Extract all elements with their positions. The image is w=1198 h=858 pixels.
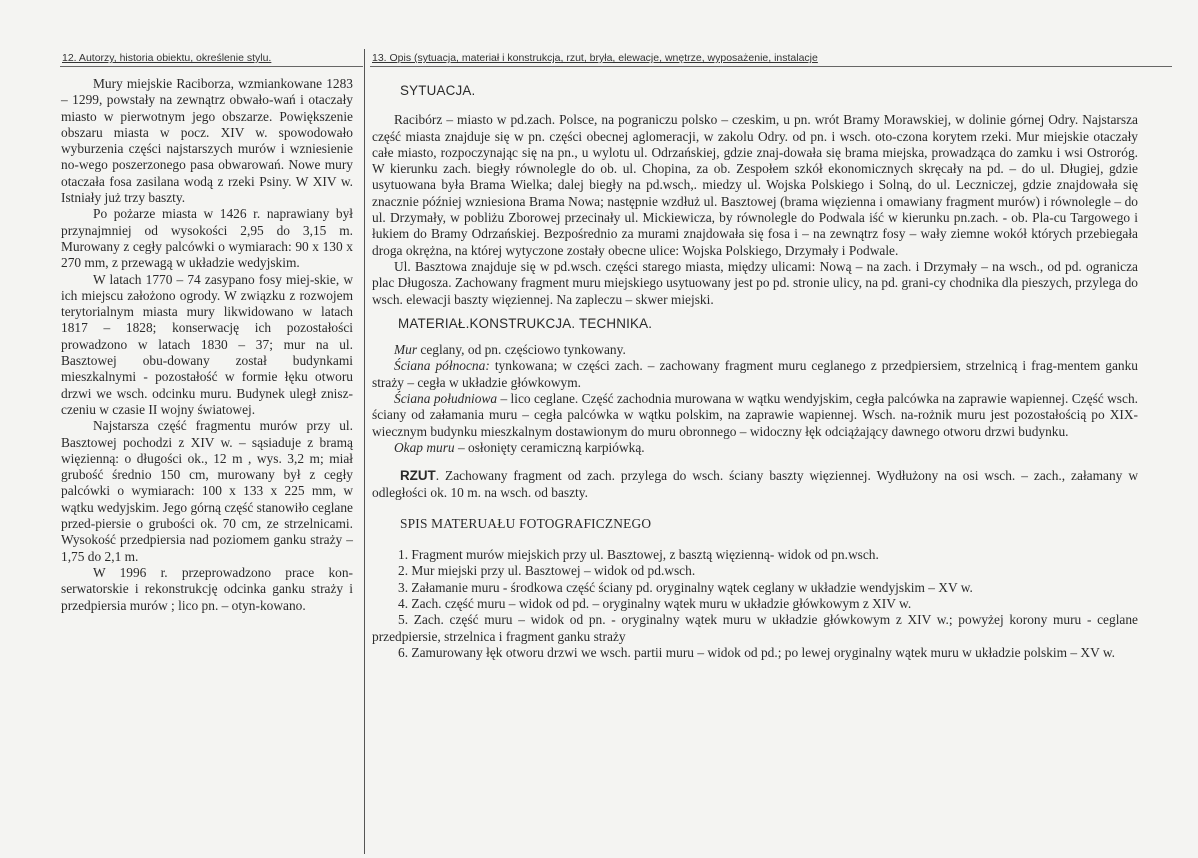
history-paragraph: W 1996 r. przeprowadzono prace kon-serwatorskie i rekonstrukcję odcinka ganku straży i przedpiersia murów ; lico pn. – otyn-kowano. (61, 564, 353, 613)
photo-list-item: 5. Zach. część muru – widok od pn. - oryginalny wątek muru w układzie główkowym z XIV w.; powyżej korony muru - ceglane przedpiersie, strzelnica i fragment ganku straży (372, 612, 1138, 644)
rzut-text: . Zachowany fragment od zach. przylega do wsch. ściany baszty więziennej. Wydłużony na osi wsch. – zach., załamany w odległości ok. 10 m. na wsch. od baszty. (372, 468, 1138, 500)
material-item (372, 358, 1138, 391)
left-header-rule (60, 66, 363, 67)
situation-paragraph: Racibórz – miasto w pd.zach. Polsce, na pograniczu polsko – czeskim, u pn. wrót Bramy Morawskiej, w dolinie górnej Odry. Najstarsza część miasta znajduje się w pn. części obecnej aglomeracji, w zakolu Odry. od pn. i wsch. oto-czona korytem rzeki. Mur miejskie otaczały całe miasto, rozpoczynając się na pn., u wylotu ul. Odrzańskiej, gdzie znaj-dowała się brama miejska, prowadząca do zamku i wsi Ostroróg. W kierunku zach. biegły równolegle do ob. ul. Chopina, za ob. Zespołem szkół ekonomicznych skręcały na pd. – do ul. Długiej, gdzie usytuowana była Brama Wielka; dalej biegły na pd.wsch,. miedzy ul. Wojska Polskiego i Solną, do ul. Leczniczej, gdzie znajdowała się znacznie później wzniesiona Brama Nowa; następnie wzdłuż ul. Basztowej (brama więzienna i omawiany fragment murów) i równolegle – do ul. Drzymały, w pobliżu Zborowej przecinały ul. Mickiewicza, by równolegle do Podwala iść w kierunku pn.zach. - ob. Pla-cu Targowego i łukiem do Bramy Odrzańskiej. Bezpośrednio za murami znajdowała się fosa i – na zewnątrz fosy – wały ziemne wokół których przebiegała droga okrężna, na której wytyczone zostały obecne ulice: Wojska Polskiego, Drzymały i Podwale. (372, 112, 1138, 258)
history-text (57, 76, 357, 614)
material-item-label: Mur (394, 342, 418, 358)
material-item (372, 391, 1138, 440)
material-item (372, 342, 1138, 358)
section-title-situation: SYTUACJA. (400, 83, 476, 98)
material-item-label: Ściana południowa – (394, 391, 508, 407)
photo-list-item: 6. Zamurowany łęk otworu drzwi we wsch. partii muru – widok od pd.; po lewej oryginalny wątek muru w układzie polskim – XV w. (398, 644, 1116, 660)
material-item-text: osłonięty ceramiczną karpiówką. (464, 439, 645, 455)
material-item-label: Ściana północna: (394, 358, 490, 374)
material-item-text: ceglany, od pn. częściowo tynkowany. (417, 342, 626, 358)
photo-list-item: 2. Mur miejski przy ul. Basztowej – widok od pd.wsch. (398, 563, 696, 579)
material-item-text: tynkowana; w części zach. – zachowany fragment muru ceglanego z przedpiersiem, strzelnicą i frag-mentem ganku straży – cegła w układzie główkowym. (372, 358, 1139, 390)
left-column (57, 50, 357, 850)
history-paragraph: Po pożarze miasta w 1426 r. naprawiany był przynajmniej od wysokości 2,95 do 3,15 m. Murowany z cegły palcówki o wymiarach: 90 x 130 x 270 mm, z przewagą w układzie wedyjskim. (61, 206, 353, 271)
photo-list-item: 1. Fragment murów miejskich przy ul. Basztowej, z basztą więzienną- widok od pn.wsch. (398, 547, 879, 563)
history-paragraph: Mury miejskie Raciborza, wzmiankowane 1283 – 1299, powstały na zewnątrz obwało-wań i otaczały miasto w pierwotnym jego obszarze. Powiększenie obszaru miasta w pocz. XIV w. spowodowało wyburzenia części najstarszych murów i wzniesienie no-wego poszerzonego pasa obwarowań. Nowe mury otaczała fosa zasilana wodą z rzeki Psiny. W XIV w. Istniały już trzy baszty. (61, 76, 353, 206)
situation-paragraph: Ul. Basztowa znajduje się w pd.wsch. części starego miasta, między ulicami: Nową – na zach. i Drzymały – na wsch., od pd. ogranicza plac Długosza. Zachowany fragment muru miejskiego usytuowany jest po pd. stronie ulicy, na pd. grani-cy chodnika dla pieszych, przylega do wsch. elewacji baszty więziennej. Na zapleczu – skwer miejski. (372, 258, 1138, 307)
photo-list-item: 3. Załamanie muru - środkowa część ściany pd. oryginalny wątek ceglany w układzie wendyjskim – XV w. (398, 579, 973, 595)
history-paragraph: Najstarsza część fragmentu murów przy ul. Basztowej pochodzi z XIV w. – sąsiaduje z bramą więzienną: o długości ok., 12 m , wys. 3,2 m; miał grubość średnio 150 cm, murowany był z cegły palcówki o wymiarach: 100 x 133 x 225 mm, w wątku wedyjskim. Jego górną część stanowiło ceglane przed-piersie o grubości ok. 70 cm, ze strzelnicami. Wysokość przedpiersia nad poziomem ganku straży – 1,75 do 2,1 m. (61, 418, 353, 564)
section-title-photos: SPIS MATERUAŁU FOTOGRAFICZNEGO (400, 515, 652, 531)
photo-list-item: 4. Zach. część muru – widok od pd. – oryginalny wątek muru w układzie główkowym z XIV w. (398, 596, 912, 612)
material-item (372, 440, 1138, 456)
history-paragraph: W latach 1770 – 74 zasypano fosy miej-skie, w ich miejscu założono ogrody. W związku z rozwojem terytorialnym miasta mury likwidowano w latach 1817 – 1828; konserwację ich pozostałości prowadzono w latach 1830 – 37; mur na ul. Basztowej obu-dowany został budynkami mieszkalnymi - pozostałość w formie łęku otworu drzwi we wsch. odcinku muru. Budynek uległ znisz-czeniu w czasie II wojny światowej. (61, 271, 353, 417)
rzut-paragraph (372, 468, 1138, 501)
section-title-material: MATERIAŁ.KONSTRUKCJA. TECHNIKA. (398, 315, 653, 331)
photo-list (372, 547, 1138, 661)
right-column-header: 13. Opis (sytuacja, materiał i konstrukcja, rzut, bryła, elewacje, wnętrze, wyposażenie, instalacje (372, 52, 818, 64)
column-divider (364, 49, 365, 854)
material-item-text: lico ceglane. Część zachodnia murowana w wątku wendyjskim, cegła palcówka na zaprawie wapiennej. Część wsch. ściany od załamania muru – cegła palcówka w wątku polskim, na zaprawie wapiennej. Wsch. na-rożnik muru jest pozostałością po XIX- wiecznym budynku mieszkalnym dostawionym do muru obronnego – widoczny łęk odciążający dawnego otworu drzwi budynku. (372, 391, 1138, 439)
material-item-label: Okap muru – (394, 439, 465, 455)
rzut-label: RZUT (400, 468, 436, 484)
right-column (372, 50, 1138, 850)
description-text (372, 83, 1138, 661)
left-column-header: 12. Autorzy, historia obiektu, określenie stylu. (62, 52, 272, 64)
